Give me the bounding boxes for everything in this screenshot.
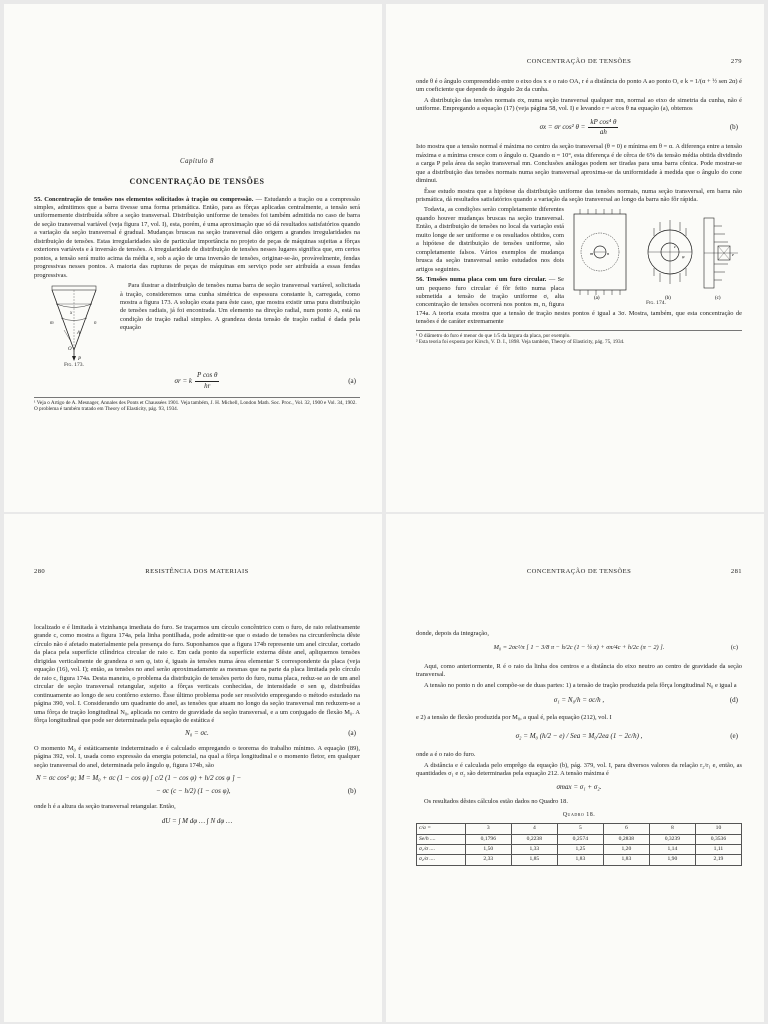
body-paragraph-5: onde a é o raio do furo. (416, 751, 476, 759)
page-279 (386, 4, 764, 512)
equation-fraction (195, 371, 219, 390)
equation-tag: (c) (730, 644, 738, 652)
body-paragraph-3: onde h é a altura da seção transversal retangular. Então, (34, 802, 176, 810)
body-paragraph-7: Os resultados dêstes cálculos estão dados no Quadro 18. (424, 797, 568, 805)
running-header (416, 58, 742, 67)
equation-expression: N₀ = σc. (185, 729, 209, 738)
results-table (416, 823, 742, 866)
equation-expression: σ₁ = N₀/h = σc/h , (553, 696, 605, 705)
equation-tag: (b) (729, 122, 738, 131)
section-number: 55. (34, 195, 42, 203)
body-paragraph-2: A distribuição das tensões normais σx, numa seção transversal qualquer mn, normal ao eixo de simetria da cunha, não é uniforme. Empregando a equação (17) (veja página 58, vol. I) e levando r = a/cos θ na equação (a), obtemos (416, 96, 742, 113)
page-278 (4, 4, 382, 512)
section-title: Tensões numa placa com um furo circular. (426, 276, 547, 284)
table-caption: Quadro 18. (562, 812, 596, 819)
body-text: — Se um pequeno furo circular é fôr feito numa placa submetida a tensão de tração uniforme σ, alta concentração de tensões ocorrerá nos pontos m, n, figura 174a. A teoria exata mostra que a tensão de tração nestes pontos é igual a 3σ. Mostra, também, que esta concentração de tensões é de caráter extremamente (416, 276, 742, 326)
table-cell: 1,14 (649, 844, 695, 854)
body-paragraph-2: O momento M₀ é estàticamente indeterminado e é calculado empregando o teorema do trabalho mínimo. A equação (89), página 392, vol. I, usada como expressão da energia potencial, na qual a fôrça longitudinal e o momento fletor, em qualquer seção transversal do anel, determinada pelo ângulo φ, figura 174b, são (34, 744, 360, 769)
equation-line-1 (36, 774, 241, 783)
wedge-diagram (34, 284, 114, 362)
figure-173-caption: Fig. 173. (64, 362, 84, 369)
table-row (417, 855, 742, 865)
table-cell: 0,3239 (649, 834, 695, 844)
equation-tag: (b) (347, 787, 356, 796)
table-cell: 2,19 (695, 855, 741, 865)
table-cell: 1,90 (649, 855, 695, 865)
table-cell: 0,2574 (557, 834, 603, 844)
equation-tag: (a) (348, 729, 356, 738)
table-header-cell: 10 (695, 824, 741, 834)
page-number: 280 (34, 568, 46, 575)
footnote-2: ² Esta teoria foi exposta por Kirsch, V. D. I., 1898. Veja também, Theory of Elasticity, pág. 75, 1934. (416, 339, 625, 346)
equation-d (416, 696, 742, 705)
equation-expression: dU = ∫ M dφ … ∫ N dφ … (161, 816, 233, 825)
footnote: ¹ Veja o Artigo de A. Mesnager, Annales des Ponts et Chaussées 1901. Veja também, J. H. Michell, London Math. Soc. Proc., Vol. 32, 1900 e Vol. 34, 1902. O problema é também tratado em Theory of Elasticity, pág. 93, 1934. (34, 397, 360, 413)
equation-b (416, 118, 742, 137)
footnotes (416, 330, 742, 346)
equation-part-3: − σc (c − h/2) (1 − cos φ), (156, 787, 231, 796)
table-cell: 1,20 (603, 844, 649, 854)
body-paragraph-1: localizado e é limitada à vizinhança imediata do furo. Se traçarmos um círculo concêntrico com o furo, de raio relativamente grande c, como mostra a figura 174a, pela linha pontilhada, pode admitir-se que o estado de tensões na circunferência dêste círculo não é afetado materialmente pela presença do furo. Suponhamos que a figura 174b represente um anel circular, cortado da placa pela superfície cilíndrica circular de raio c. Em cada ponto da superfície externa dêste anel, apliquemos tensões dirigidas verticalmente de grandeza σ sen φ, isto é, iguais às tensões numa área elementar S correspondente da placa (veja equação (16), vol. I); então, as tensões no anel serão aproximadamente as mesmas que na parte da placa limitada pelo círculo de raio c, figura 174a. Desta maneira, o problema da distribuição de tensões perto do furo, numa placa, reduz-se ao de um anel circular de seção transversal retangular, sujeito a fôrças verticais conhecidas, de intensidade σ sen φ, distribuídas continuamente ao longo de seu contôrno externo. Êsse último problema pode ser resolvido empregando o método estudado na página 390, vol. I. Considerando um quadrante do anel, as tensões que atuam no longo da seção transversal mn reduzem-se a uma fôrça de tração longitudinal N₀, aplicada no centro de gravidade da seção transversal, e a um conjugado de flexão M₀. A fôrça longitudinal que pode ser determinada pela equação de estática é (34, 624, 360, 724)
svg-text:n: n (94, 321, 97, 327)
table-header-cell: 5 (557, 824, 603, 834)
equation-b (34, 774, 360, 796)
equation-tag: (a) (348, 376, 356, 385)
section-55-paragraph (34, 196, 360, 281)
table-cell: 1,85 (511, 855, 557, 865)
section-number: 56. (416, 276, 424, 284)
equation-expression: σmax = σ₁ + σ₂. (556, 782, 602, 791)
equation-e (416, 732, 742, 741)
svg-text:m: m (50, 321, 54, 327)
header-title: CONCENTRAÇÃO DE TENSÕES (526, 58, 632, 65)
svg-text:A: A (77, 331, 81, 337)
equation-line-2 (36, 787, 231, 796)
page-281 (386, 514, 764, 1022)
fig-label-b: (b) (665, 296, 671, 301)
chapter-label: Capítulo 8 (180, 158, 214, 165)
svg-text:x: x (70, 311, 73, 317)
table-cell: 1,33 (511, 844, 557, 854)
plate-hole-diagram (570, 208, 742, 300)
equation-numerator: P cos θ (195, 371, 219, 381)
body-paragraph-2: Aqui, como anteriormente, R é o raio da linha dos centros e a distância do eixo neutro ao centro de gravidade da seção transversal. (416, 662, 742, 679)
table-cell: 1,83 (603, 855, 649, 865)
table-cell: 0,1796 (465, 834, 511, 844)
equation-fraction (588, 118, 618, 137)
equation-c (416, 644, 742, 652)
svg-text:e: e (732, 252, 734, 258)
figure-173 (34, 284, 114, 369)
table-cell: Se/h .... (417, 834, 466, 844)
equation-numerator: kP cos⁴ θ (588, 118, 618, 128)
equation-tag: (d) (729, 696, 738, 705)
equation-tag: (e) (730, 731, 738, 740)
page-number: 281 (730, 568, 742, 575)
page-280 (4, 514, 382, 1022)
equation-max-stress (416, 783, 742, 792)
body-paragraph-1: donde, depois da integração, (416, 630, 489, 637)
svg-text:c: c (674, 244, 676, 250)
equation-lhs: σr = k (174, 376, 193, 385)
body-paragraph-3: A tensão no ponto n do anel compõe-se de duas partes: 1) a tensão de tração produzida pela fôrça longitudinal N₀ e igual a (424, 681, 737, 689)
equation-part-2: [ c/2 (1 − cos φ) + h/2 cos φ ] − (150, 774, 242, 783)
body-text: — Estudando a tração ou a compressão simples, admitimos que a barra tivesse uma forma prismática. Então, para as fôrças aplicadas centralmente, a tensão será uniformemente distribuída sôbre a seção transversal. Distribuição uniforme de tensões foi também admitida no caso de barra de seção transversal variável (veja figura 17, vol. I), esta, porém, é uma aproximação que só dá resultados satisfatórios quando a variação da seção transversal é gradual. Mudanças bruscas na seção transversal dão origem a grandes irregularidades na distribuição de tensões. Estas irregularidades são de particular importância no projeto de peças de máquinas sujeitas a fôrças exteriores variáveis e à inversão de tensões. A irregularidade de distribuição de tensões nesses lugares significa que, em certos pontos, a tensão será muito acima da média e, sob a ação de uma inversão de tensões, originar-se-ão, provàvelmente, fendas progressivas nesses pontos. A maioria das rupturas de peças de máquinas em serviço pode ser atribuída a essas fendas progressivas. (34, 195, 361, 279)
equation-part-1: N = σc cos² φ; M = M₀ + σc (1 − cos φ) (36, 774, 149, 783)
running-header (416, 568, 742, 577)
svg-text:P: P (78, 357, 82, 363)
svg-text:φ: φ (682, 254, 685, 260)
table-header-cell: 8 (649, 824, 695, 834)
body-paragraph-5: Todavia, as condições serão completamente diferentes quando houver mudanças bruscas na seção transversal. Então, a distribuição de tensões no local da variação está muito longe de ser uniforme e os resultados obtidos, com a hipótese de distribuição de tensões uniforme, são completamente falsos. Vários exemplos de mudança brusca da seção transversal serão estudados nos dois artigos seguintes. (416, 206, 564, 273)
table-cell: σ₁/σ .... (417, 844, 466, 854)
page-number: 279 (730, 58, 742, 65)
chapter-title: CONCENTRAÇÃO DE TENSÕES (129, 176, 265, 186)
body-paragraph-3: Isto mostra que a tensão normal é máxima no centro da seção transversal (θ = 0) e mínima em θ = α. A diferença entre a tensão máxima e a mínima cresce com o ângulo α. Quando α = 10°, esta diferença é de cêrca de 6% da tensão média obtida dividindo a carga P pela área da seção transversal mn. Conclusões análogas podem ser tiradas para uma barra cônica. Pode mostrar-se que a distribuição das tensões normais numa seção transversal aproxima-se da uniformidade à medida que o ângulo do cone diminui. (416, 143, 742, 185)
equation-denominator: ah (599, 128, 607, 137)
body-paragraph-6: A distância e é calculada pelo emprêgo da equação (b), pág. 379, vol. I, para diversos valores da relação r₂/r₁ e, então, as quantidades σ₁ e σ₂ são determinadas pela equação 212. A tensão máxima é (416, 761, 742, 778)
table-header-cell: c/a = (417, 824, 466, 834)
table-header-cell: 4 (511, 824, 557, 834)
footnote-1: ¹ O diâmetro do furo é menor do que 1/5 da largura da placa, por exemplo. (416, 332, 571, 339)
header-title: CONCENTRAÇÃO DE TENSÕES (526, 568, 632, 575)
equation-expression: σ₂ = M₀ (h/2 − e) / Sea = M₀/2ea (1 − 2c/h) , (515, 731, 643, 740)
table-header-cell: 3 (465, 824, 511, 834)
table-header-row (417, 824, 742, 834)
table-cell: 0,3536 (695, 834, 741, 844)
figure-174 (570, 208, 742, 307)
equation-a (34, 729, 360, 738)
table-cell: 1,83 (557, 855, 603, 865)
header-title: RESISTÊNCIA DOS MATERIAIS (145, 568, 249, 575)
table-cell: 1,25 (557, 844, 603, 854)
running-header (34, 568, 360, 577)
equation-partial (34, 817, 360, 826)
table-cell: 0,2838 (603, 834, 649, 844)
section-title: Concentração de tensões nos elementos solicitados à tração ou compressão. (44, 195, 254, 203)
equation-lhs: σx = σr cos² θ = (539, 122, 586, 131)
table-cell: 2,33 (465, 855, 511, 865)
table-cell: σ₂/σ .... (417, 855, 466, 865)
table-cell: 1,50 (465, 844, 511, 854)
table-cell: 0,2238 (511, 834, 557, 844)
equation-a (34, 371, 360, 390)
fig-label-c: (c) (715, 296, 721, 301)
equation-denominator: hr (204, 381, 211, 390)
body-paragraph-4: Êsse estudo mostra que a hipótese da distribuição uniforme das tensões normais, numa seção transversal, em barra não prismática, dá resultados satisfatórios quando a variação da seção transversal ao longo da barra não fôr rápida. (416, 187, 742, 203)
svg-text:m: m (590, 251, 594, 257)
figure-174-caption: Fig. 174. (646, 300, 666, 307)
table-cell: 1,11 (695, 844, 741, 854)
body-paragraph-4: e 2) a tensão de flexão produzida por M₀, a qual é, pela equação (212), vol. I (416, 713, 612, 721)
svg-text:n: n (607, 251, 610, 257)
fig-label-a: (a) (594, 296, 600, 301)
body-paragraph-1: onde θ é o ângulo compreendido entre o eixo dos x e o raio OA, r é a distância do ponto A ao ponto O, e k = 1/(α + ½ sen 2α) é um coeficiente que depende do ângulo 2α da cunha. (416, 78, 742, 94)
equation-expression: M₀ = 2σc²/π [ 1 − 3/8 π − h/2c (1 − ¼ π) + σπ/4c + h/2c (π − 2) ]. (493, 644, 665, 652)
table-row (417, 834, 742, 844)
body-paragraph-2: Para ilustrar a distribuição de tensões numa barra de seção transversal variável, solicitada à tração, consideremos uma cunha simétrica de espessura constante h, carregada, como mostra a figura 173. A solução exata para êste caso, que mostra existir uma pura distribuição de tensões radiais, já foi encontrada. Um elemento na direção radial, num ponto A, está na condição de tração radial simples. A grandeza desta tensão de tração radial é dada pela equação (120, 282, 360, 332)
table-row (417, 844, 742, 854)
svg-text:O: O (68, 347, 72, 353)
table-header-cell: 6 (603, 824, 649, 834)
